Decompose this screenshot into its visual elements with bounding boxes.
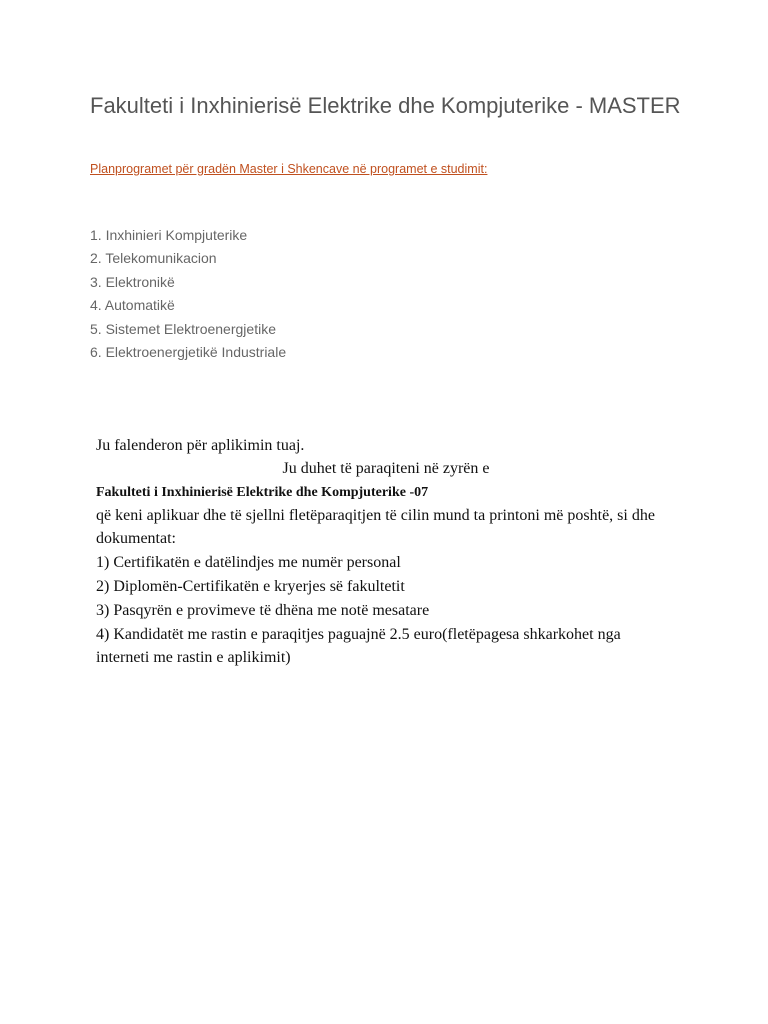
thanks-text: Ju falenderon për aplikimin tuaj. — [96, 437, 305, 454]
program-item-power-systems: 5. Sistemet Elektroenergjetike — [90, 320, 276, 337]
instructions-text: që keni aplikuar dhe të sjellni fletëparaqitjen të cilin mund ta printoni më poshtë, si dhe dokumentat: — [96, 507, 655, 547]
curriculum-link[interactable]: Planprogramet për gradën Master i Shkencave në programet e studimit: — [90, 162, 488, 176]
program-list — [90, 224, 286, 364]
program-item-telecommunication: 2. Telekomunikacion — [90, 250, 217, 267]
program-item-industrial-power: 6. Elektroenergjetikë Industriale — [90, 344, 287, 361]
report-text: Ju duhet të paraqiteni në zyrën e — [282, 460, 490, 477]
program-item-electronics: 3. Elektronikë — [90, 273, 175, 290]
page-title: Fakulteti i Inxhinierisë Elektrike dhe Kompjuterike - MASTER — [90, 93, 681, 118]
program-item-automation: 4. Automatikë — [90, 297, 175, 314]
program-item-computer-engineering: 1. Inxhinieri Kompjuterike — [90, 227, 248, 243]
document-item-birth-certificate: 1) Certifikatën e datëlindjes me numër personal — [96, 554, 401, 571]
document-item-transcript: 3) Pasqyrën e provimeve të dhëna me notë mesatare — [96, 602, 430, 619]
document-item-payment: 4) Kandidatët me rastin e paraqitjes paguajnë 2.5 euro(fletëpagesa shkarkohet nga interneti me rastin e aplikimit) — [96, 626, 621, 666]
office-name: Fakulteti i Inxhinierisë Elektrike dhe Kompjuterike -07 — [96, 485, 429, 500]
application-notice — [96, 434, 676, 669]
document-item-diploma: 2) Diplomën-Certifikatën e kryerjes së fakultetit — [96, 578, 405, 595]
